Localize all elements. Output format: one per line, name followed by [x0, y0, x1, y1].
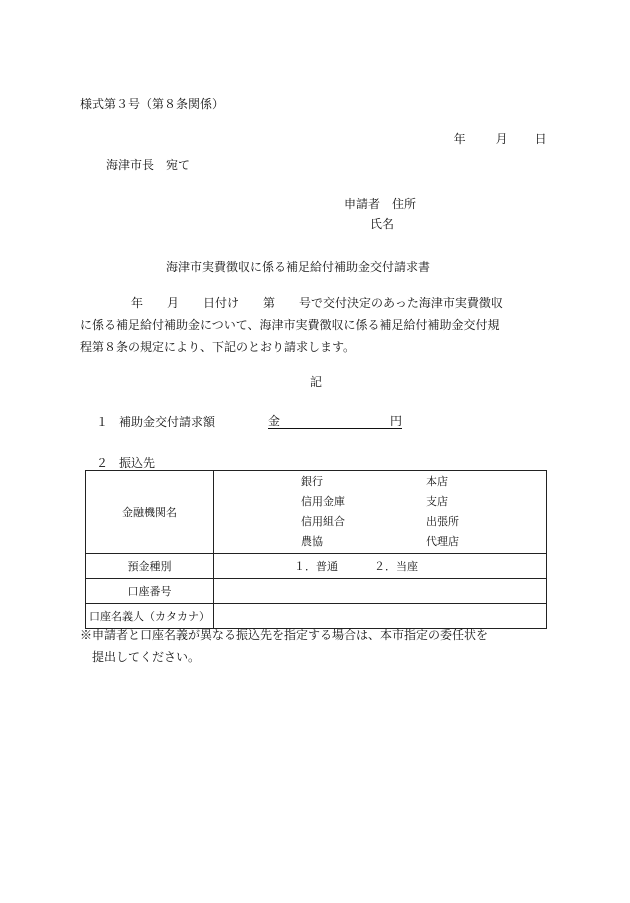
- document-title: 海津市実費徴収に係る補足給付補助金交付請求書: [166, 260, 431, 274]
- item1-label: 補助金交付請求額: [119, 415, 216, 429]
- institution-label: 金融機関名: [122, 506, 177, 519]
- body-text-line-3: 程第８条の規定により、下記のとおり請求します。: [80, 340, 356, 354]
- account-holder-label-cell: [86, 604, 214, 629]
- bank-transfer-table: [85, 470, 547, 629]
- date-month: 月: [495, 132, 508, 146]
- institution-shinkin: 信用金庫: [301, 495, 345, 508]
- amount-prefix: 金: [268, 414, 281, 428]
- account-number-label-cell: [86, 579, 214, 604]
- branch-branch: 支店: [426, 495, 448, 508]
- date-year: 年: [453, 132, 466, 146]
- request-amount-field[interactable]: [268, 413, 402, 429]
- deposit-type-ordinary[interactable]: １．普通: [294, 560, 338, 573]
- branch-sub-branch: 出張所: [426, 515, 459, 528]
- institution-bank: 銀行: [301, 475, 323, 488]
- applicant-address-label: 申請者 住所: [344, 197, 417, 211]
- deposit-type-current[interactable]: ２．当座: [374, 560, 418, 573]
- institution-cell[interactable]: [214, 471, 547, 554]
- deposit-type-cell[interactable]: [214, 554, 547, 579]
- institution-credit-union: 信用組合: [301, 515, 345, 528]
- item2-number: ２: [96, 456, 109, 470]
- branch-head-office: 本店: [426, 475, 448, 488]
- branch-agency: 代理店: [426, 535, 459, 548]
- institution-nokyo: 農協: [301, 535, 323, 548]
- item1-number: １: [96, 415, 109, 429]
- body-text-line-2: に係る補足給付補助金について、海津市実費徴収に係る補足給付補助金交付規: [80, 318, 500, 332]
- amount-suffix: 円: [389, 414, 402, 428]
- applicant-name-label: 氏名: [370, 217, 395, 231]
- account-number-label: 口座番号: [127, 585, 172, 598]
- ki-heading: 記: [310, 375, 323, 389]
- account-holder-label: 口座名義人（カタカナ）: [89, 610, 210, 623]
- form-number: 様式第３号（第８条関係）: [80, 97, 225, 111]
- date-day: 日: [534, 132, 547, 146]
- account-number-field[interactable]: [214, 579, 547, 604]
- account-holder-field[interactable]: [214, 604, 547, 629]
- deposit-type-label-cell: [86, 554, 214, 579]
- date-line: [446, 118, 547, 146]
- institution-label-cell: [86, 471, 214, 554]
- item2-label: 振込先: [119, 456, 156, 470]
- deposit-type-label: 預金種別: [127, 560, 172, 573]
- note-line-2: 提出してください。: [92, 650, 201, 664]
- note-line-1: ※申請者と口座名義が異なる振込先を指定する場合は、本市指定の委任状を: [80, 628, 489, 642]
- addressee: 海津市長 宛て: [106, 158, 191, 172]
- body-text-line-1: 年 月 日付け 第 号で交付決定のあった海津市実費徴収: [131, 296, 503, 310]
